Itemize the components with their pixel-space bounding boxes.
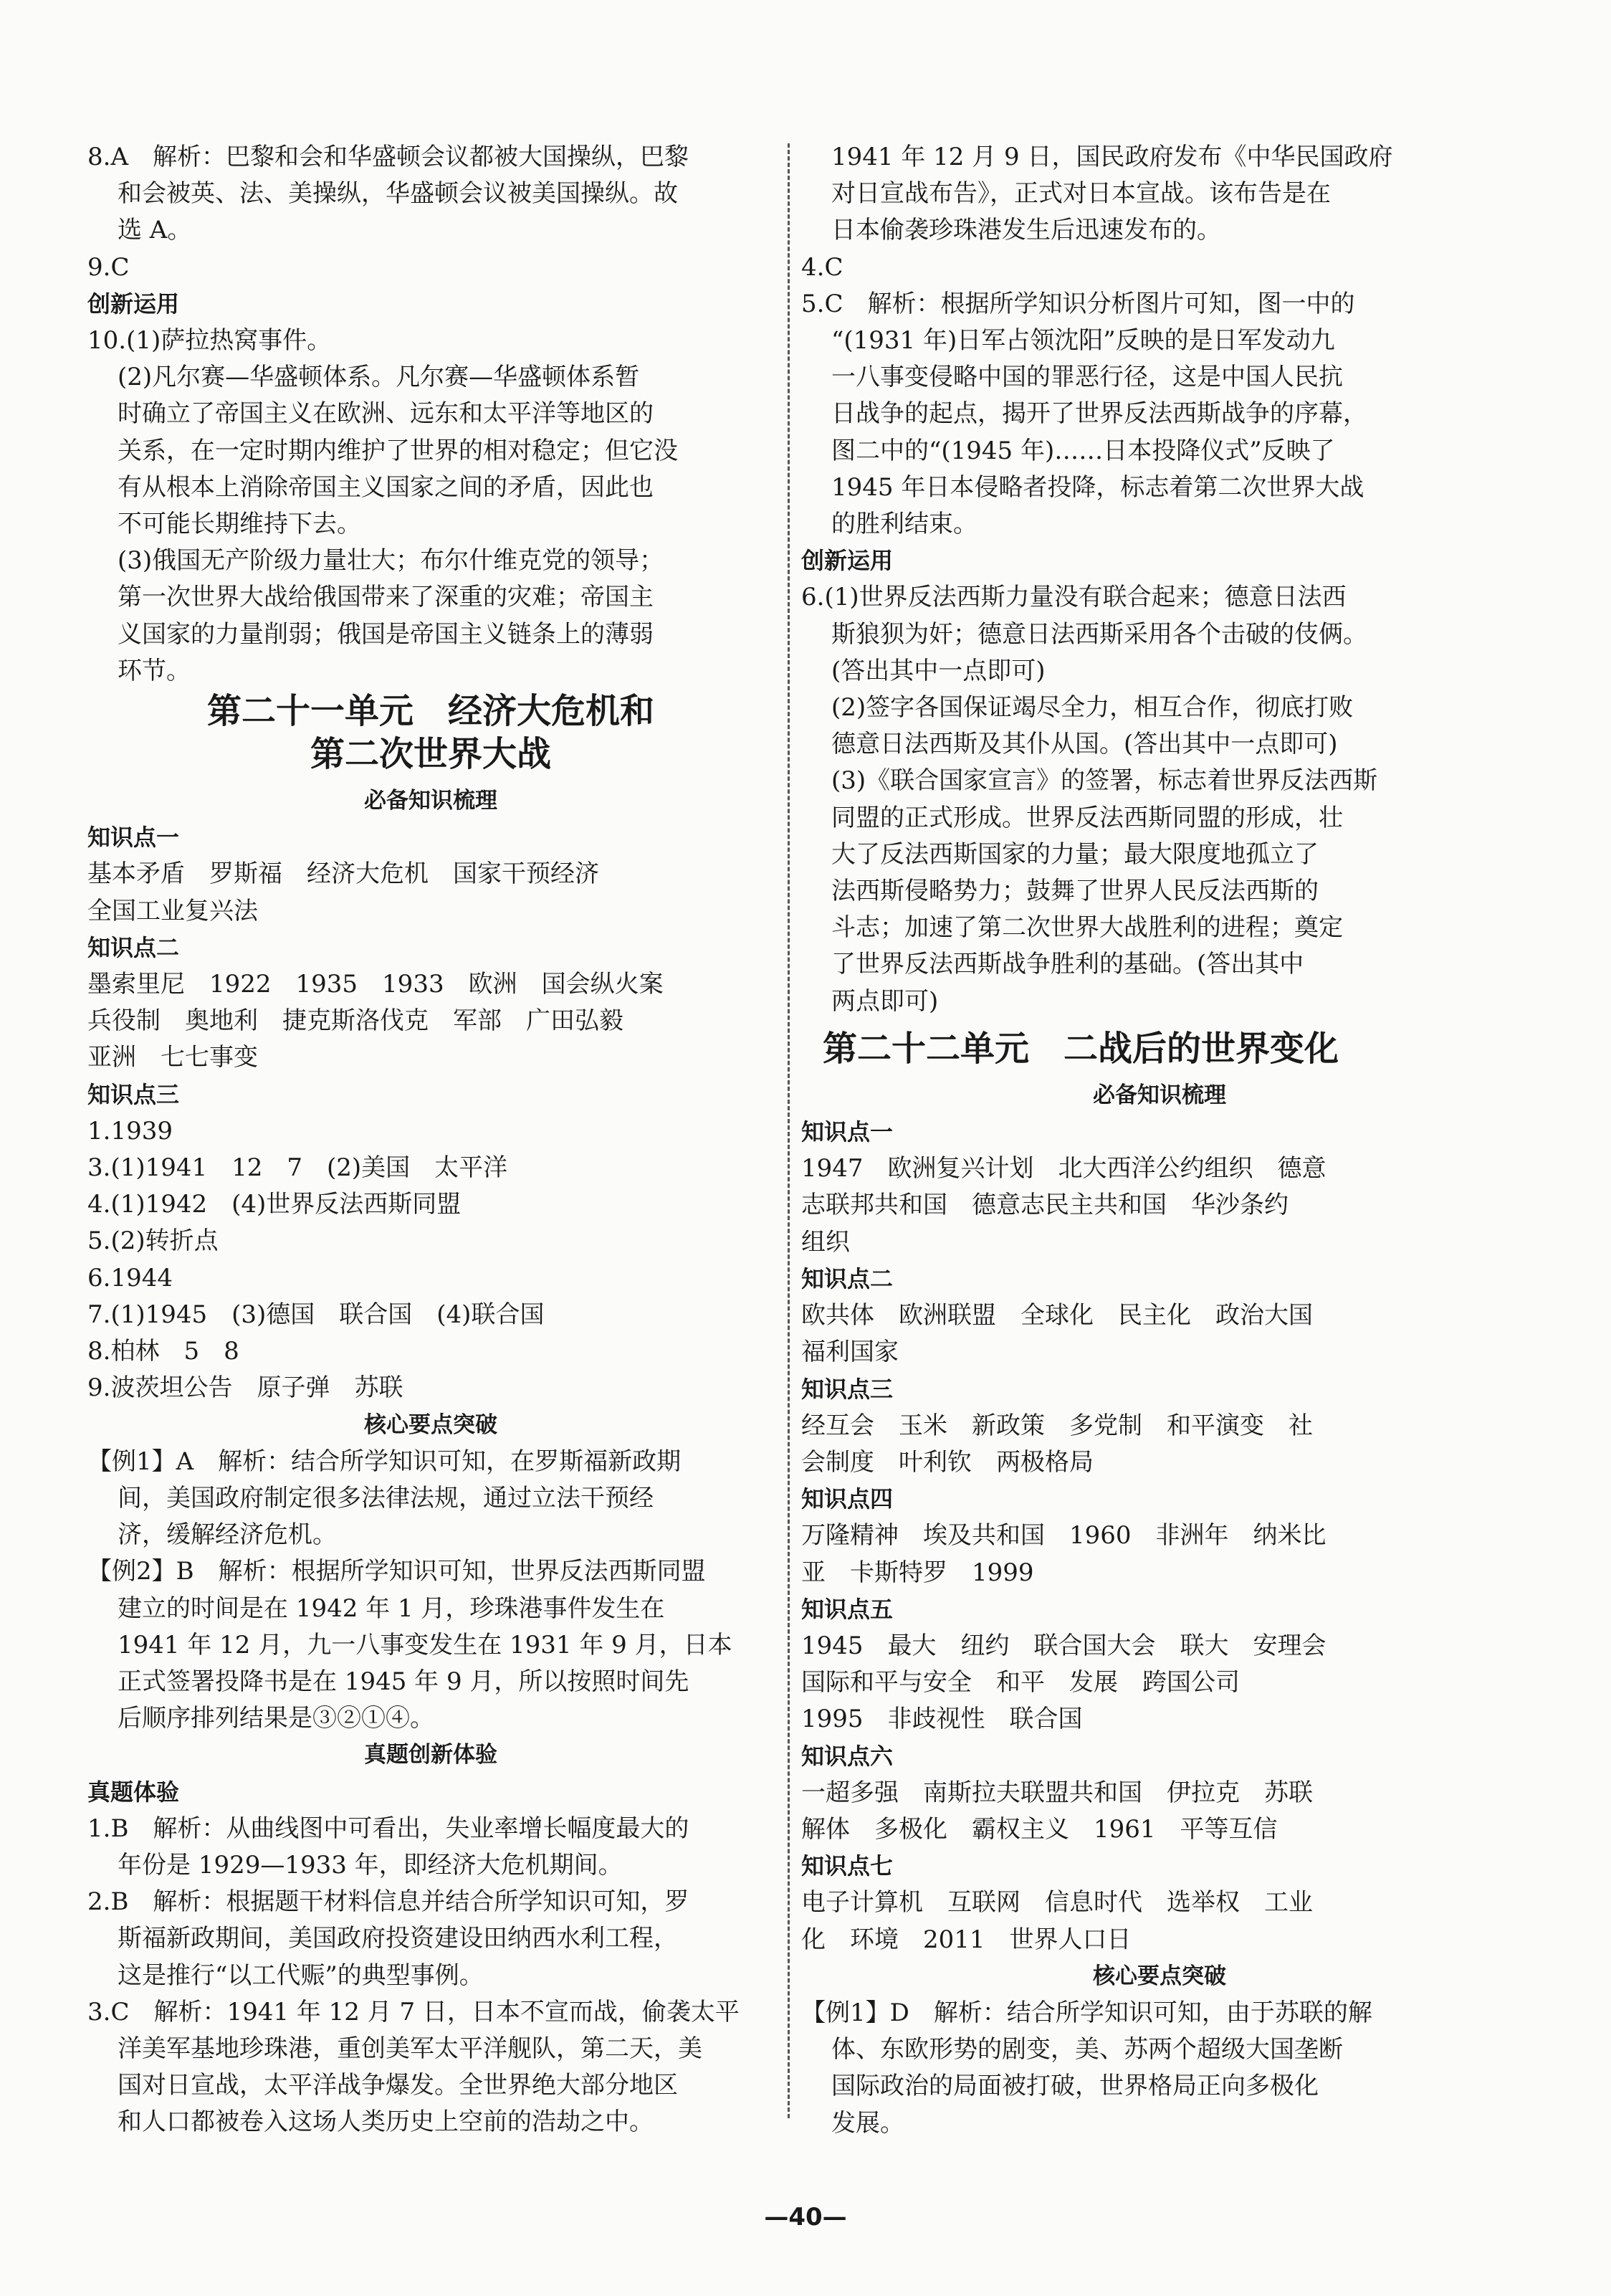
text-line: 同盟的正式形成。世界反法西斯同盟的形成，壮 [831,803,1343,832]
unit-title: 第二次世界大战 [310,734,551,775]
text-line: 正式签署投降书是在 1945 年 9 月，所以按照时间先 [118,1667,689,1696]
text-line: 国际政治的局面被打破，世界格局正向多极化 [831,2072,1319,2101]
text-line: 1941 年 12 月，九一八事变发生在 1931 年 9 月，日本 [118,1630,732,1659]
text-line: 和会被英、法、美操纵，华盛顿会议被美国操纵。故 [118,179,678,209]
text-line: 洋美军基地珍珠港，重创美军太平洋舰队，第二天，美 [118,2034,702,2063]
text-line: 基本矛盾 罗斯福 经济大危机 国家干预经济 [87,859,599,889]
text-line: 兵役制 奥地利 捷克斯洛伐克 军部 广田弘毅 [87,1006,623,1036]
text-line: 关系，在一定时期内维护了世界的相对稳定；但它没 [118,436,678,465]
column-divider [788,143,790,2118]
text-line: 对日宣战布告》，正式对日本宣战。该布告是在 [831,179,1331,209]
knowledge-point-heading: 知识点四 [801,1485,894,1513]
text-line: 这是推行“以工代赈”的典型事例。 [118,1961,484,1990]
text-line: 济，缓解经济危机。 [118,1520,337,1550]
answer-10: 10.(1)萨拉热窝事件。 [87,326,332,356]
text-line: 选 A。 [118,216,192,245]
page-number: —40— [764,2203,847,2231]
section-heading: 创新运用 [87,290,180,318]
text-line: 法西斯侵略势力；鼓舞了世界人民反法西斯的 [831,877,1319,906]
text-line: 福利国家 [801,1338,899,1367]
text-line: (2)凡尔赛—华盛顿体系。凡尔赛—华盛顿体系暂 [118,363,640,392]
text-line: 亚 卡斯特罗 1999 [801,1558,1034,1587]
text-line: 时确立了帝国主义在欧洲、远东和太平洋等地区的 [118,399,654,429]
text-line: 建立的时间是在 1942 年 1 月，珍珠港事件发生在 [118,1594,665,1623]
text-line: 日战争的起点，揭开了世界反法西斯战争的序幕， [831,399,1367,429]
text-line: 间，美国政府制定很多法律法规，通过立法干预经 [118,1483,654,1513]
section-heading: 创新运用 [801,547,894,575]
text-line: 8.柏林 5 8 [87,1337,239,1366]
left-column [87,139,774,2141]
answer-1: 1.B 解析：从曲线图中可看出，失业率增长幅度最大的 [87,1814,689,1843]
example-1: 【例1】A 解析：结合所学知识可知，在罗斯福新政期 [87,1447,682,1476]
text-line: 大了反法西斯国家的力量；最大限度地孤立了 [831,839,1319,869]
answer-4: 4.C [801,252,843,282]
unit-title: 第二十二单元 二战后的世界变化 [823,1028,1339,1069]
text-line: 1945 年日本侵略者投降，标志着第二次世界大战 [831,472,1364,502]
text-line: 了世界反法西斯战争胜利的基础。(答出其中 [831,950,1304,979]
text-line: (3)俄国无产阶级力量壮大；布尔什维克党的领导； [118,546,664,576]
text-line: 会制度 叶利钦 两极格局 [801,1447,1094,1477]
text-line: 化 环境 2011 世界人口日 [801,1925,1132,1954]
section-heading: 真题体验 [87,1778,180,1806]
text-line: 电子计算机 互联网 信息时代 选举权 工业 [801,1888,1313,1918]
knowledge-point-heading: 知识点一 [87,824,180,852]
section-title: 核心要点突破 [364,1411,497,1438]
knowledge-point-heading: 知识点七 [801,1852,894,1880]
text-line: 的胜利结束。 [831,510,977,539]
text-line: 斗志；加速了第二次世界大战胜利的进程；奠定 [831,913,1343,943]
text-line: 年份是 1929—1933 年，即经济大危机期间。 [118,1850,623,1880]
section-title: 核心要点突破 [1093,1963,1226,1989]
text-line: 解体 多极化 霸权主义 1961 平等互信 [801,1814,1278,1844]
answer-5: 5.C 解析：根据所学知识分析图片可知，图一中的 [801,289,1355,318]
answer-3: 3.C 解析：1941 年 12 月 7 日，日本不宣而战，偷袭太平 [87,1997,740,2026]
knowledge-point-heading: 知识点三 [87,1080,180,1108]
section-title: 必备知识梳理 [1093,1082,1226,1108]
text-line: 1941 年 12 月 9 日，国民政府发布《中华民国政府 [831,143,1393,171]
section-title: 真题创新体验 [364,1742,497,1768]
text-line: 欧共体 欧洲联盟 全球化 民主化 政治大国 [801,1301,1313,1330]
text-line: 组织 [801,1227,850,1257]
text-line: 7.(1)1945 (3)德国 联合国 (4)联合国 [87,1300,545,1329]
text-line: 1945 最大 纽约 联合国大会 联大 安理会 [801,1631,1326,1660]
text-line: 5.(2)转折点 [87,1226,219,1256]
text-line: 1947 欧洲复兴计划 北大西洋公约组织 德意 [801,1154,1326,1183]
text-line: 6.1944 [87,1263,173,1292]
text-line: 志联邦共和国 德意志民主共和国 华沙条约 [801,1191,1289,1220]
section-title: 必备知识梳理 [364,788,497,814]
text-line: (2)签字各国保证竭尽全力，相互合作，彻底打败 [831,693,1354,723]
knowledge-point-heading: 知识点二 [801,1264,894,1292]
text-line: 德意日法西斯及其仆从国。(答出其中一点即可) [831,730,1338,759]
text-line: 国际和平与安全 和平 发展 跨国公司 [801,1668,1240,1697]
answer-6: 6.(1)世界反法西斯力量没有联合起来；德意日法西 [801,583,1347,612]
text-line: 图二中的“(1945 年)……日本投降仪式”反映了 [831,436,1335,465]
text-line: 一超多强 南斯拉夫联盟共和国 伊拉克 苏联 [801,1778,1313,1807]
text-line: 1.1939 [87,1116,173,1145]
text-line: 发展。 [831,2108,904,2138]
text-line: 第一次世界大战给俄国带来了深重的灾难；帝国主 [118,583,654,612]
text-line: 后顺序排列结果是③②①④。 [118,1704,434,1733]
knowledge-point-heading: 知识点一 [801,1118,894,1146]
answer-8: 8.A 解析：巴黎和会和华盛顿会议都被大国操纵，巴黎 [87,143,689,171]
example-2: 【例2】B 解析：根据所学知识可知，世界反法西斯同盟 [87,1557,706,1586]
answer-9: 9.C [87,252,130,282]
unit-title: 第二十一单元 经济大危机和 [206,691,654,732]
text-line: 义国家的力量削弱；俄国是帝国主义链条上的薄弱 [118,619,654,649]
text-line: 1995 非歧视性 联合国 [801,1705,1083,1734]
text-line: 全国工业复兴法 [87,896,258,925]
text-line: 3.(1)1941 12 7 (2)美国 太平洋 [87,1153,508,1183]
text-line: 墨索里尼 1922 1935 1933 欧洲 国会纵火案 [87,970,664,999]
knowledge-point-heading: 知识点三 [801,1375,894,1403]
text-line: (答出其中一点即可) [831,656,1046,685]
knowledge-point-heading: 知识点二 [87,933,180,961]
text-line: 不可能长期维持下去。 [118,510,361,539]
text-line: 环节。 [118,656,191,685]
right-column [801,139,1518,2142]
text-line: 9.波茨坦公告 原子弹 苏联 [87,1373,403,1403]
text-line: 斯狼狈为奸；德意日法西斯采用各个击破的伎俩。 [831,619,1367,649]
text-line: 斯福新政期间，美国政府投资建设田纳西水利工程， [118,1924,678,1953]
answer-2: 2.B 解析：根据题干材料信息并结合所学知识可知，罗 [87,1887,689,1917]
text-line: 国对日宣战，太平洋战争爆发。全世界绝大部分地区 [118,2071,678,2100]
text-line: “(1931 年)日军占领沈阳”反映的是日军发动九 [831,326,1335,356]
text-line: 一八事变侵略中国的罪恶行径，这是中国人民抗 [831,363,1343,392]
text-line: 和人口都被卷入这场人类历史上空前的浩劫之中。 [118,2107,654,2137]
text-line: (3)《联合国家宣言》的签署，标志着世界反法西斯 [831,766,1378,796]
text-line: 日本偷袭珍珠港发生后迅速发布的。 [831,216,1221,245]
text-line: 万隆精神 埃及共和国 1960 非洲年 纳米比 [801,1521,1326,1550]
knowledge-point-heading: 知识点六 [801,1742,894,1770]
text-line: 4.(1)1942 (4)世界反法西斯同盟 [87,1190,462,1219]
knowledge-point-heading: 知识点五 [801,1595,894,1623]
text-line: 体、东欧形势的剧变，美、苏两个超级大国垄断 [831,2035,1343,2064]
text-line: 两点即可) [831,986,939,1016]
text-line: 有从根本上消除帝国主义国家之间的矛盾，因此也 [118,472,654,502]
example-1: 【例1】D 解析：结合所学知识可知，由于苏联的解 [801,1998,1372,2027]
text-line: 经互会 玉米 新政策 多党制 和平演变 社 [801,1411,1313,1440]
text-line: 亚洲 七七事变 [87,1043,258,1072]
